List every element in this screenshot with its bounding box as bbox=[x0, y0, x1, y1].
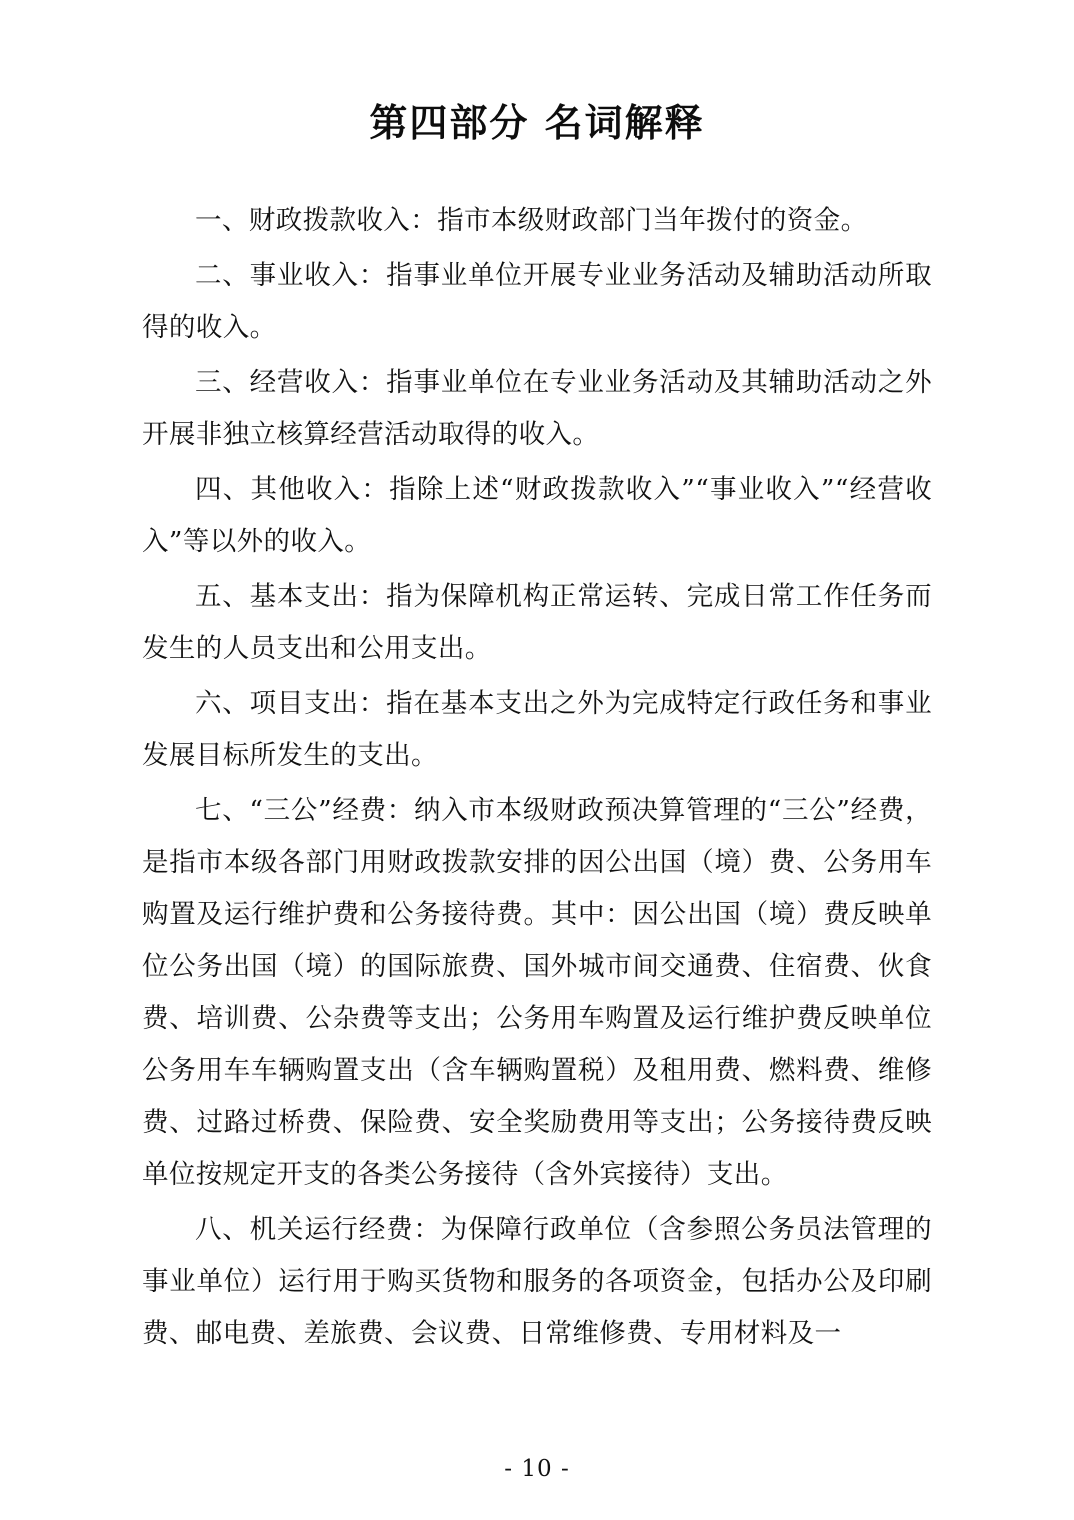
page-title: 第四部分 名词解释 bbox=[369, 100, 705, 145]
document-body bbox=[142, 147, 932, 1360]
paragraph-2: 二、事业收入：指事业单位开展专业业务活动及辅助活动所取得的收入。 bbox=[142, 260, 932, 343]
page-number: - 10 - bbox=[504, 1456, 570, 1482]
paragraph-7: 七、“三公”经费：纳入市本级财政预决算管理的“三公”经费，是指市本级各部门用财政拨款安排的因公出国（境）费、公务用车购置及运行维护费和公务接待费。其中：因公出国（境）费反映单位公务出国（境）的国际旅费、国外城市间交通费、住宿费、伙食费、培训费、公杂费等支出；公务用车购置及运行维护费反映单位公务用车车辆购置支出（含车辆购置税）及租用费、燃料费、维修费、过路过桥费、保险费、安全奖励费用等支出；公务接待费反映单位按规定开支的各类公务接待（含外宾接待）支出。 bbox=[142, 795, 932, 1190]
paragraph-5: 五、基本支出：指为保障机构正常运转、完成日常工作任务而发生的人员支出和公用支出。 bbox=[142, 581, 932, 664]
paragraph-1: 一、财政拨款收入：指市本级财政部门当年拨付的资金。 bbox=[195, 205, 868, 236]
paragraph-8: 八、机关运行经费：为保障行政单位（含参照公务员法管理的事业单位）运行用于购买货物和服务的各项资金，包括办公及印刷费、邮电费、差旅费、会议费、日常维修费、专用材料及一 bbox=[142, 1214, 932, 1349]
paragraph-6: 六、项目支出：指在基本支出之外为完成特定行政任务和事业发展目标所发生的支出。 bbox=[142, 688, 932, 771]
paragraph-4: 四、其他收入：指除上述“财政拨款收入”“事业收入”“经营收入”等以外的收入。 bbox=[142, 474, 932, 557]
paragraph-3: 三、经营收入：指事业单位在专业业务活动及其辅助活动之外开展非独立核算经营活动取得的收入。 bbox=[142, 367, 932, 450]
